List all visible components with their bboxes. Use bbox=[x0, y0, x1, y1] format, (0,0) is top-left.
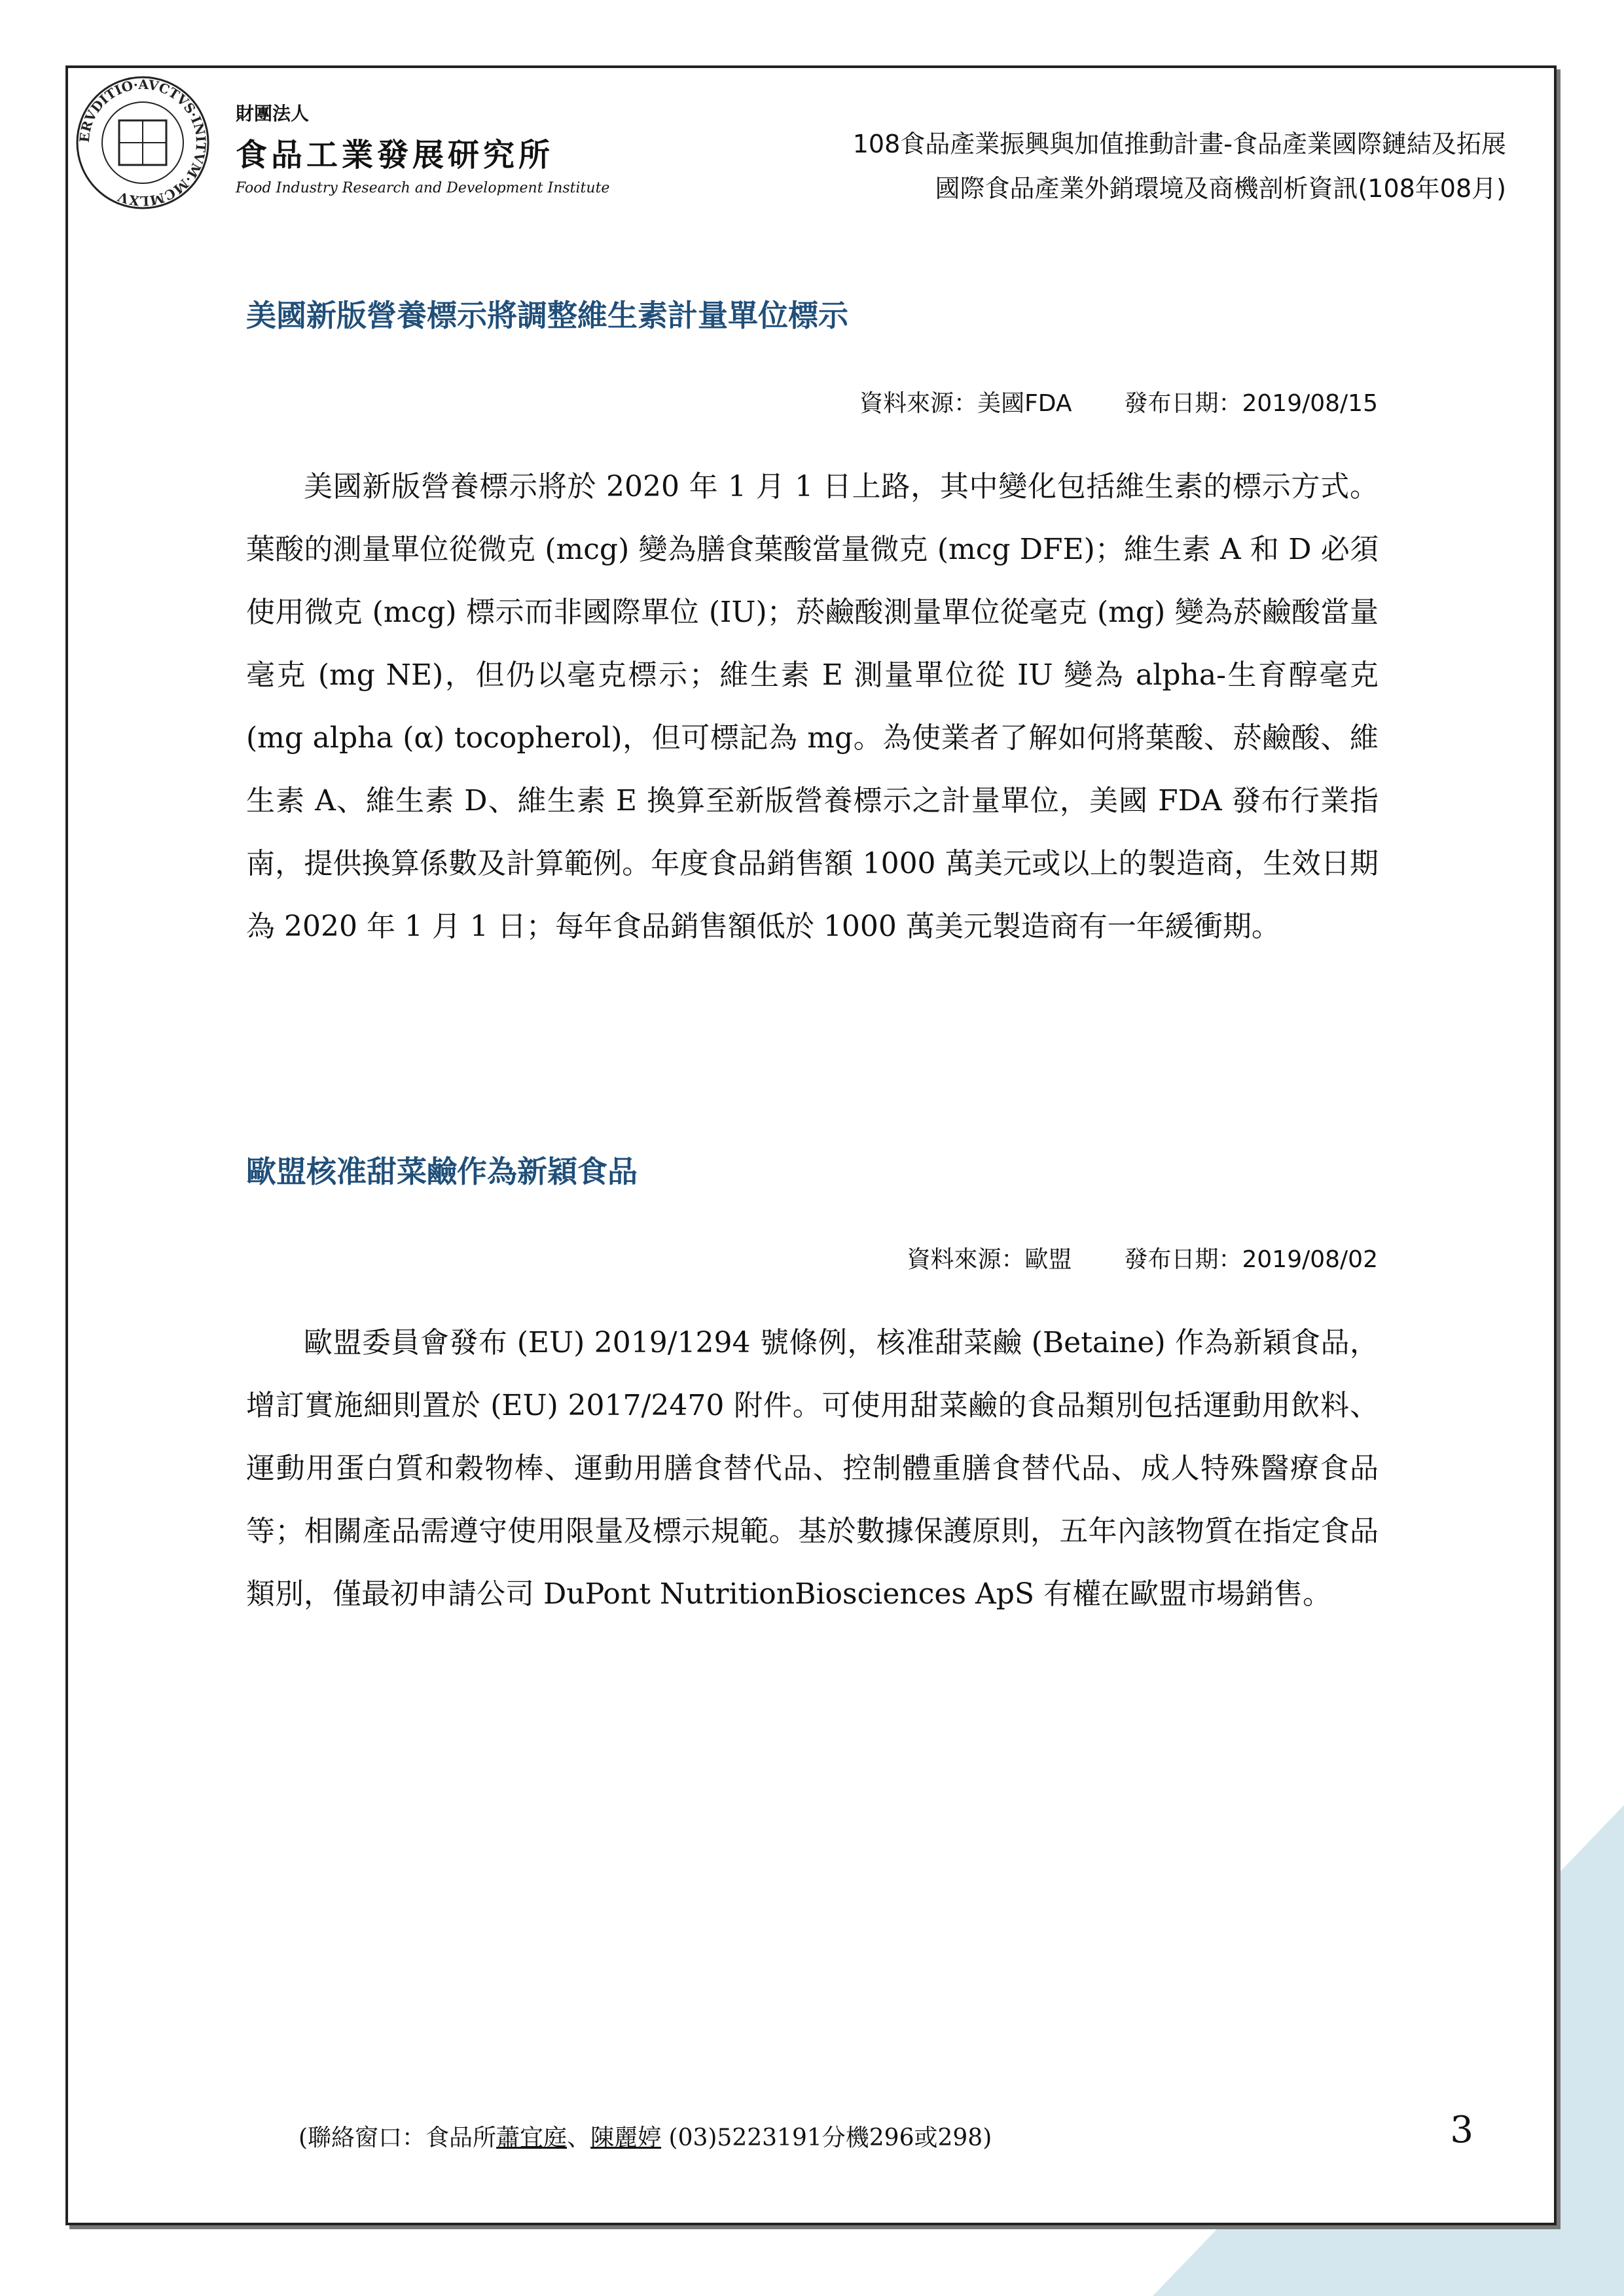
org-prefix: 財團法人 bbox=[236, 103, 310, 124]
article-2-date: 發布日期：2019/08/02 bbox=[1124, 1246, 1378, 1273]
header-project-info bbox=[853, 122, 1506, 211]
seal-ring-text: ERVDITIO·AVCTVS·INITVM·MCMLXV bbox=[76, 76, 209, 209]
article-1-body: 美國新版營養標示將於 2020 年 1 月 1 日上路，其中變化包括維生素的標示方式。葉酸的測量單位從微克 (mcg) 變為膳食葉酸當量微克 (mcg DFE)；維生素 A 和 D 必須使用微克 (mcg) 標示而非國際單位 (IU)；菸鹼酸測量單位從毫克 (mg) 變為菸鹼酸當量毫克 (mg NE)，但仍以毫克標示；維生素 E 測量單位從 IU 變為 alpha-生育醇毫克 (mg alpha (α) tocopherol)，但可標記為 mg。為使業者了解如何將葉酸、菸鹼酸、維生素 A、維生素 D、維生素 E 換算至新版營養標示之計量單位，美國 FDA 發布行業指南，提供換算係數及計算範例。年度食品銷售額 1000 萬美元或以上的製造商，生效日期為 2020 年 1 月 1 日；每年食品銷售額低於 1000 萬美元製造商有一年緩衝期。 bbox=[246, 470, 1379, 943]
organization-block bbox=[236, 99, 609, 196]
footer-separator: 、 bbox=[567, 2125, 591, 2151]
footer-suffix: (03)5223191分機296或298) bbox=[661, 2125, 992, 2151]
contact-name-2: 陳麗婷 bbox=[590, 2125, 662, 2151]
article-2-meta bbox=[907, 1241, 1378, 1274]
contact-name-1: 蕭宜庭 bbox=[496, 2125, 568, 2151]
page-number: 3 bbox=[1450, 2109, 1473, 2151]
header-line-1: 108食品產業振興與加值推動計畫-食品產業國際鏈結及拓展 bbox=[852, 130, 1506, 158]
org-name-en: Food Industry Research and Development Institute bbox=[236, 180, 610, 196]
article-1-title: 美國新版營養標示將調整維生素計量單位標示 bbox=[246, 298, 848, 333]
article-1-source: 資料來源：美國FDA bbox=[859, 390, 1072, 417]
contact-footer bbox=[298, 2119, 992, 2153]
article-2-source: 資料來源：歐盟 bbox=[907, 1246, 1072, 1273]
article-2-body: 歐盟委員會發布 (EU) 2019/1294 號條例，核准甜菜鹼 (Betaine) 作為新穎食品，增訂實施細則置於 (EU) 2017/2470 附件。可使用甜菜鹼的食品類別包括運動用飲料、運動用蛋白質和穀物棒、運動用膳食替代品、控制體重膳食替代品、成人特殊醫療食品等；相關產品需遵守使用限量及標示規範。基於數據保護原則，五年內該物質在指定食品類別，僅最初申請公司 DuPont NutritionBiosciences ApS 有權在歐盟市場銷售。 bbox=[246, 1326, 1379, 1611]
footer-prefix: (聯絡窗口：食品所 bbox=[298, 2125, 497, 2151]
header-line-2: 國際食品產業外銷環境及商機剖析資訊(108年08月) bbox=[935, 174, 1506, 203]
article-1-date: 發布日期：2019/08/15 bbox=[1124, 390, 1378, 417]
org-name-zh: 食品工業發展研究所 bbox=[236, 137, 554, 173]
institute-seal-logo bbox=[73, 73, 212, 212]
article-2-title: 歐盟核准甜菜鹼作為新穎食品 bbox=[246, 1154, 638, 1189]
article-1-meta bbox=[859, 385, 1378, 418]
